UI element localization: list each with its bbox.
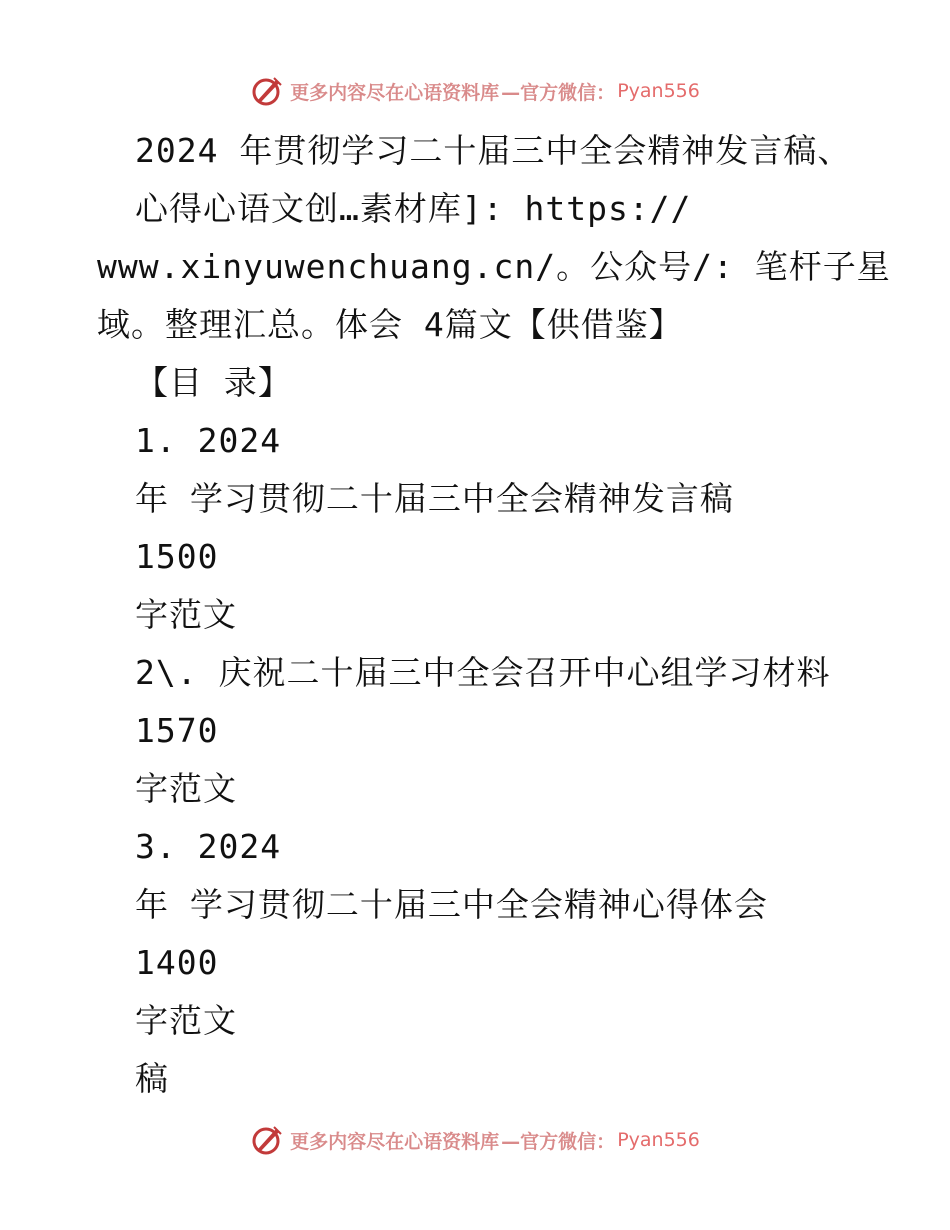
footer-official-text: —官方微信： bbox=[501, 1130, 616, 1153]
toc-line: 1. 2024 bbox=[135, 421, 282, 460]
toc-line: 2\. 庆祝二十届三中全会召开中心组学习材料 bbox=[135, 653, 831, 692]
quill-logo-icon bbox=[250, 74, 284, 108]
footer-watermark-banner bbox=[0, 1120, 950, 1160]
toc-line: 1400 bbox=[135, 943, 219, 982]
quill-logo-icon bbox=[250, 1123, 284, 1157]
header-watermark-banner bbox=[0, 71, 950, 111]
footer-site-text: 更多内容尽在心语资料库 bbox=[290, 1130, 500, 1153]
toc-line: 1570 bbox=[135, 711, 219, 750]
toc-line: 字范文 bbox=[135, 595, 237, 634]
toc-line: 字范文 bbox=[135, 769, 237, 808]
toc-line: 年 学习贯彻二十届三中全会精神发言稿 bbox=[135, 479, 734, 518]
header-site-text: 更多内容尽在心语资料库 bbox=[290, 81, 500, 104]
toc-heading: 【目 录】 bbox=[135, 363, 292, 402]
toc-line: 年 学习贯彻二十届三中全会精神心得体会 bbox=[135, 885, 768, 924]
intro-line-2: 心得心语文创…素材库]: https:// bbox=[135, 189, 692, 228]
footer-account-id: Pyan556 bbox=[617, 1129, 700, 1151]
toc-line: 3. 2024 bbox=[135, 827, 282, 866]
header-official-text: —官方微信： bbox=[501, 81, 616, 104]
toc-line: 字范文 bbox=[135, 1001, 237, 1040]
header-account-id: Pyan556 bbox=[617, 80, 700, 102]
intro-line-3: www.xinyuwenchuang.cn/。公众号/: 笔杆子星 bbox=[97, 247, 891, 286]
intro-line-4: 域。整理汇总。体会 4篇文【供借鉴】 bbox=[97, 305, 683, 344]
toc-line: 稿 bbox=[135, 1059, 169, 1098]
intro-line-1: 2024 年贯彻学习二十届三中全会精神发言稿、 bbox=[135, 131, 852, 170]
toc-line: 1500 bbox=[135, 537, 219, 576]
